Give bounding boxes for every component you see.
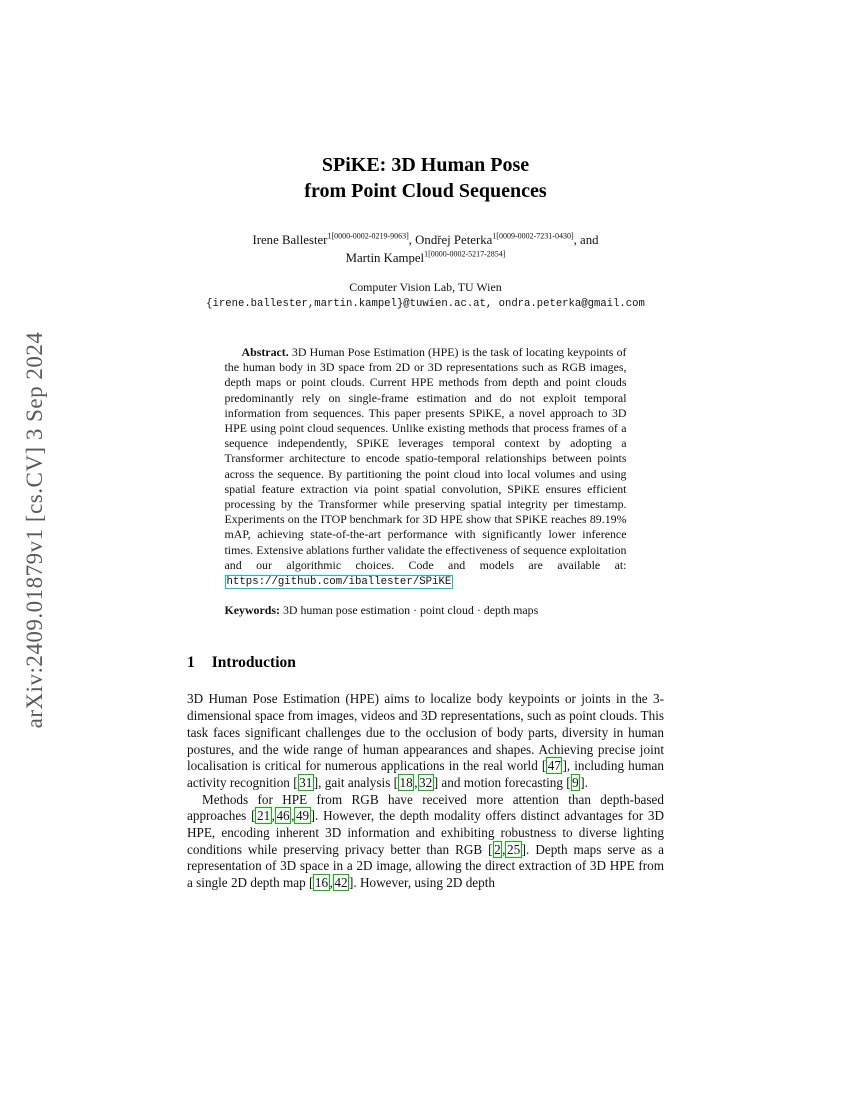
citation-link[interactable]: 16 [314,875,329,891]
title-line-2: from Point Cloud Sequences [304,180,547,202]
title-line-1: SPiKE: 3D Human Pose [321,154,530,176]
arxiv-watermark-text: arXiv:2409.01879v1 [cs.CV] 3 Sep 2024 [22,331,47,729]
intro-paragraph-2: Methods for HPE from RGB have received more attention than depth-based approaches [ 21 , 46 , 49 ]. However, the depth modality offers distinct advantages for 3D HPE, encoding inherent 3D information and exhibiting robustness to diverse lighting conditions while preserving privacy better than RGB [ 2 , 25 ]. Depth maps serve as a representation of 3D space in a 2D image, allowing the direct extraction of 3D HPE from a single 2D depth map [ 16 , 42 ]. However, using 2D depth [187,791,664,891]
abstract: Abstract. 3D Human Pose Estimation (HPE) is the task of locating keypoints of the human body in 3D space from 2D or 3D representations such as RGB images, depth maps or point clouds. Current HPE methods from depth and point clouds predominantly rely on single-frame estimation and do not exploit temporal information from sequences. This paper presents SPiKE, a novel approach to 3D HPE using point cloud sequences. Unlike existing methods that process frames of a sequence independently, SPiKE leverages temporal context by adopting a Transformer architecture to encode spatio-temporal relationships between points across the sequence. By partitioning the point cloud into local volumes and using spatial feature extraction via point spatial convolution, SPiKE ensures efficient processing by the Transformer while preserving spatial integrity per timestamp. Experiments on the ITOP benchmark for 3D HPE show that SPiKE reaches 89.19% mAP, achieving state-of-the-art performance with significantly lower inference times. Extensive ablations further validate the effectiveness of sequence exploitation and our algorithmic choices. Code and models are available at: https://github.com/iballester/SPiKE [224,345,627,589]
code-url-link[interactable]: https://github.com/iballester/SPiKE [226,576,452,589]
citation-link[interactable]: 21 [256,808,271,824]
citation-link[interactable]: 46 [276,808,290,824]
paper-title [187,152,664,204]
section-title: Introduction [211,654,296,672]
citation-link[interactable]: 49 [295,808,310,824]
citation-link[interactable]: 47 [547,758,561,774]
affiliation: Computer Vision Lab, TU Wien [349,280,502,294]
email-line: {irene.ballester,martin.kampel}@tuwien.ac.at, ondra.peterka@gmail.com [206,298,645,310]
section-heading-introduction [187,654,664,672]
author-line-1: Irene Ballester$^{1[0000-0002-0219-9063]}$, Ondřej Peterka$^{1[0009-0002-7231-0430]}$, and [252,231,599,247]
citation-link[interactable]: 2 [494,841,501,857]
arxiv-watermark [22,266,54,794]
citation-link[interactable]: 32 [419,774,433,790]
author-orcid-superscript: 1[0009-0002-7231-0430] [492,231,574,241]
bold-label: Keywords: [224,603,280,618]
citation-link[interactable]: 25 [506,841,521,857]
paper-content [187,152,664,892]
author-orcid-superscript: 1[0000-0002-0219-9063] [327,231,409,241]
citation-link[interactable]: 18 [399,774,413,790]
author-list [187,231,664,267]
intro-paragraph-1: 3D Human Pose Estimation (HPE) aims to localize body keypoints or joints in the 3-dimensional space from images, videos and 3D representations, such as point clouds. This task faces significant challenges due to the occlusion of body parts, diversity in human postures, and the wide range of human appearances and shapes. Achieving precise joint localisation is critical for numerous applications in the real world [ 47 ], including human activity recognition [ 31 ], gait analysis [ 18 , 32 ] and motion forecasting [ 9 ]. [187,691,664,790]
author-orcid-superscript: 1[0000-0002-5217-2854] [424,249,506,259]
keywords: Keywords: 3D human pose estimation · point cloud · depth maps [224,603,539,618]
citation-link[interactable]: 42 [334,875,348,891]
bold-label: Abstract. [241,345,289,359]
citation-link[interactable]: 31 [299,774,313,790]
author-line-2: Martin Kampel$^{1[0000-0002-5217-2854]}$ [345,249,506,265]
section-number: 1 [187,654,195,672]
citation-link[interactable]: 9 [572,774,579,790]
